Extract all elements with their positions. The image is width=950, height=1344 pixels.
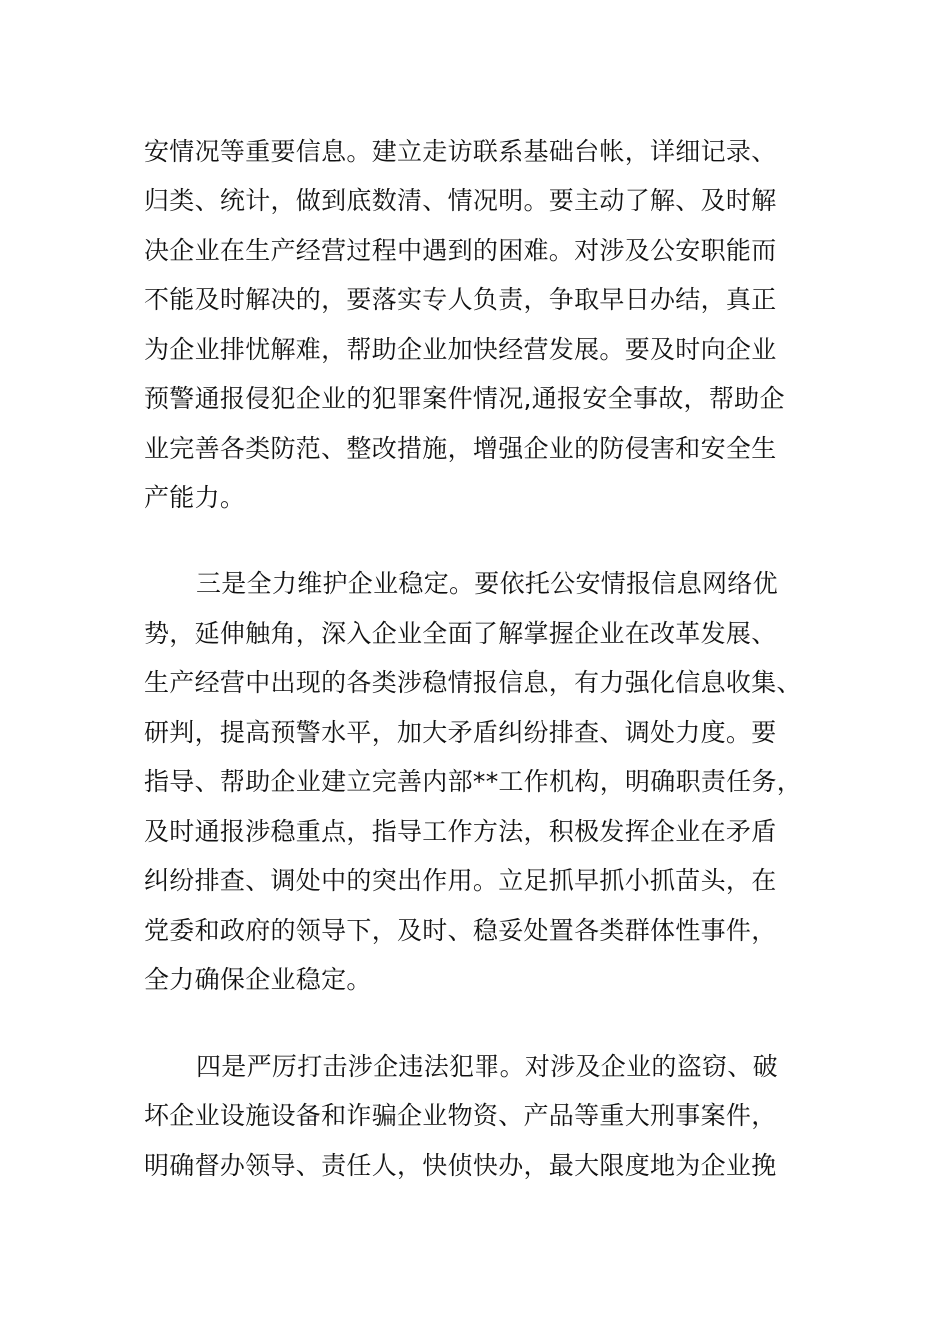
- paragraph-1-line-3: 决企业在生产经营过程中遇到的困难。对涉及公安职能而: [144, 236, 777, 265]
- paragraph-3-line-2: 坏企业设施设备和诈骗企业物资、产品等重大刑事案件，: [144, 1101, 777, 1130]
- paragraph-2-line-9: 全力确保企业稳定。: [144, 965, 372, 994]
- paragraph-2-line-5: 指导、帮助企业建立完善内部**工作机构，明确职责任务，: [144, 767, 803, 796]
- paragraph-3-line-3: 明确督办领导、责任人，快侦快办，最大限度地为企业挽: [144, 1151, 777, 1180]
- paragraph-2-line-4: 研判，提高预警水平，加大矛盾纠纷排查、调处力度。要: [144, 718, 777, 747]
- paragraph-3-line-1: 四是严厉打击涉企违法犯罪。对涉及企业的盗窃、破: [196, 1052, 778, 1081]
- paragraph-2-line-7: 纠纷排查、调处中的突出作用。立足抓早抓小抓苗头，在: [144, 866, 777, 895]
- paragraph-2-line-6: 及时通报涉稳重点，指导工作方法，积极发挥企业在矛盾: [144, 817, 777, 846]
- paragraph-1-line-2: 归类、统计，做到底数清、情况明。要主动了解、及时解: [144, 186, 777, 215]
- paragraph-2-line-8: 党委和政府的领导下，及时、稳妥处置各类群体性事件，: [144, 916, 777, 945]
- paragraph-1-line-5: 为企业排忧解难，帮助企业加快经营发展。要及时向企业: [144, 335, 777, 364]
- paragraph-1-line-6: 预警通报侵犯企业的犯罪案件情况,通报安全事故，帮助企: [144, 384, 785, 413]
- paragraph-1-line-4: 不能及时解决的，要落实专人负责，争取早日办结，真正: [144, 285, 777, 314]
- paragraph-1-line-8: 产能力。: [144, 483, 246, 512]
- paragraph-1-line-7: 业完善各类防范、整改措施，增强企业的防侵害和安全生: [144, 434, 777, 463]
- paragraph-1-line-1: 安情况等重要信息。建立走访联系基础台帐，详细记录、: [144, 137, 777, 166]
- paragraph-2-line-1: 三是全力维护企业稳定。要依托公安情报信息网络优: [196, 569, 778, 598]
- paragraph-2-line-2: 势，延伸触角，深入企业全面了解掌握企业在改革发展、: [144, 619, 777, 648]
- paragraph-2-line-3: 生产经营中出现的各类涉稳情报信息，有力强化信息收集、: [144, 668, 802, 697]
